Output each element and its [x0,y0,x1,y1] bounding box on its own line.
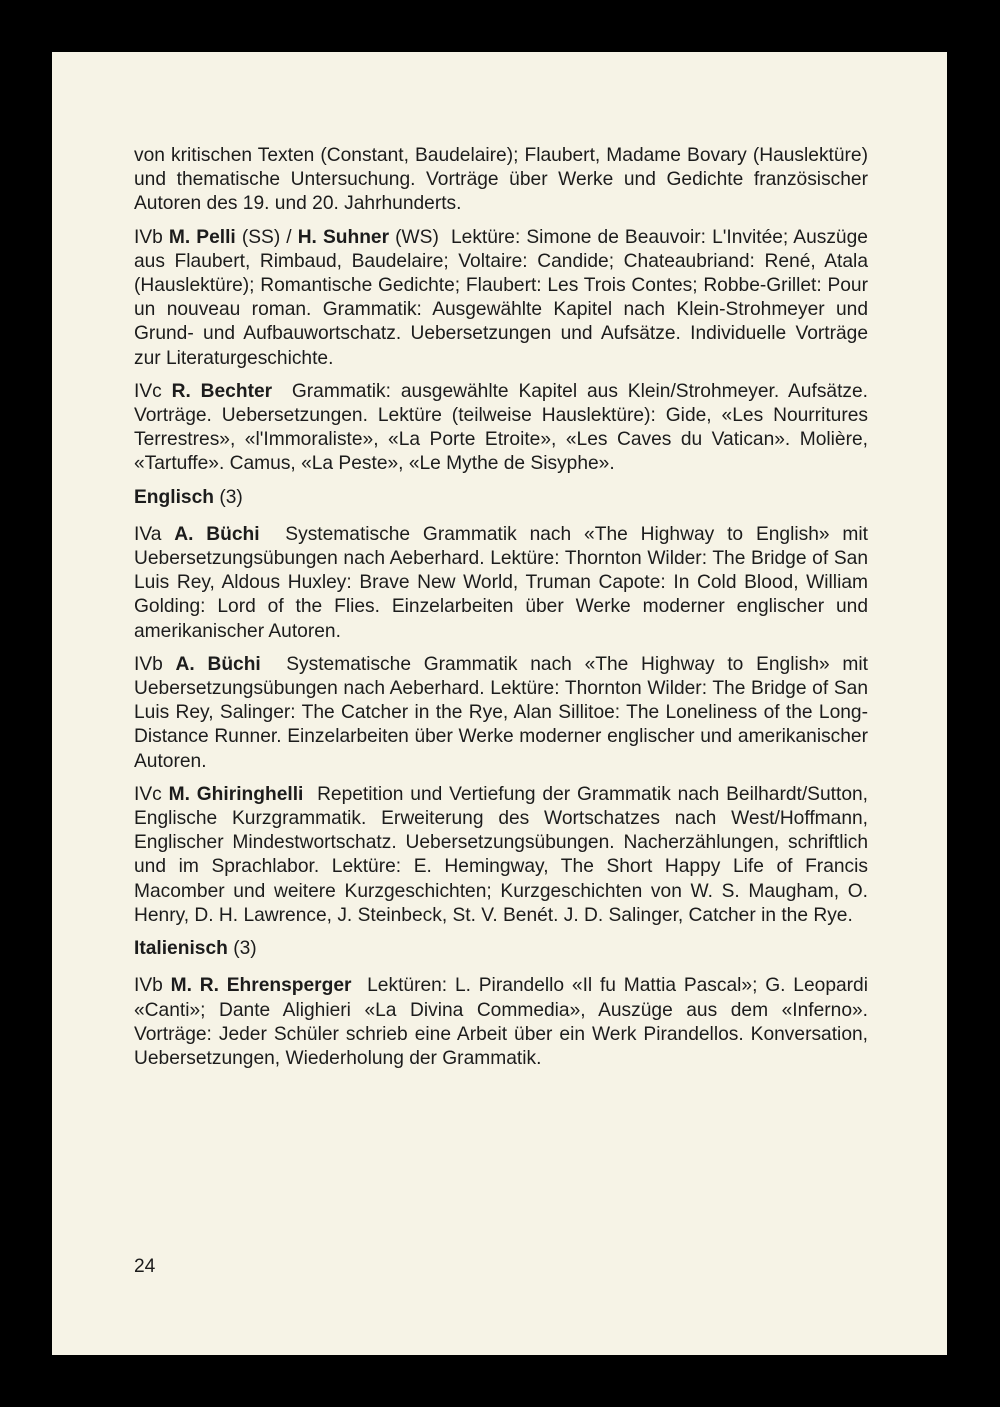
class-label: IVb [134,226,163,248]
semester-label: (SS) [241,226,281,248]
course-description: Grammatik: ausgewählte Kapitel aus Klein/Strohmeyer. Aufsätze. Vorträge. Uebersetzungen. Lektüre (teilweise Hauslektüre): Gide, «Les Nourritures Terrestres», «l'Immoraliste», «La Porte Etroite», «Les Caves du Vatican». Molière, «Tartuffe». Camus, «La Peste», «Le Mythe de Sisyphe». [134,380,869,475]
course-description: Lektüren: L. Pirandello «Il fu Mattia Pascal»; G. Leopardi «Canti»; Dante Alighieri «La Divina Commedia», Auszüge aus dem «Inferno». Vorträge: Jeder Schüler schrieb eine Arbeit über ein Werk Pirandellos. Konversation, Uebersetzungen, Wiederholung der Grammatik. [134,975,868,1069]
teacher-name: A. Büchi [174,523,260,545]
semester-label: (WS) [395,226,439,248]
francais-intro-paragraph [134,144,868,217]
course-description: Systematische Grammatik nach «The Highway to English» mit Uebersetzungsübungen nach Aeberhard. Lektüre: Thornton Wilder: The Bridge of San Luis Rey, Aldous Huxley: Brave New World, Truman Capote: In Cold Blood, William Golding: Lord of the Flies. Einzelarbeiten über Werke moderner englischer und amerikanischer Autoren. [134,523,868,642]
italienisch-heading [134,937,868,961]
teacher-name: M. R. Ehrensperger [170,975,352,997]
subject-hours: (3) [219,486,243,508]
italienisch-ivb-entry [134,974,868,1071]
teacher-name: M. Pelli [168,226,236,248]
course-description: Repetition und Vertiefung der Grammatik nach Beilhardt/Sutton, Englische Kurzgrammatik. Erweiterung des Wortschatzes nach West/Hoffmann, Englischer Mindestwortschatz. Uebersetzungsübungen. Nacherzählungen, schriftlich und im Sprachlabor. Lektüre: E. Hemingway, The Short Happy Life of Francis Macomber und weitere Kurzgeschichten; Kurzgeschichten von W. S. Maugham, O. Henry, D. H. Lawrence, J. Steinbeck, St. V. Benét. J. D. Salinger, Catcher in the Rye. [134,783,868,926]
subject-hours: (3) [233,938,257,960]
page-number: 24 [134,1256,156,1277]
teacher-name: R. Bechter [171,380,273,402]
subject-title: Italienisch [134,938,228,960]
englisch-ivc-entry [134,783,868,928]
teacher-name: M. Ghiringhelli [168,783,304,805]
class-label: IVb [134,975,163,997]
course-description: Lektüre: Simone de Beauvoir: L'Invitée; Auszüge aus Flaubert, Rimbaud, Baudelaire; Voltaire: Candide; Chateaubriand: René, Atala (Hauslektüre); Romantische Gedichte; Flaubert: Les Trois Contes; Robbe-Grillet: Pour un nouveau roman. Grammatik: Ausgewählte Kapitel nach Klein-Strohmeyer und Grund- und Aufbauwortschatz. Uebersetzungen und Aufsätze. Individuelle Vorträge zur Literaturgeschichte. [134,226,868,369]
francais-intro-text: von kritischen Texten (Constant, Baudelaire); Flaubert, Madame Bovary (Hauslektüre) und thematische Untersuchung. Vorträge über Werke und Gedichte französischer Autoren des 19. und 20. Jahrhunderts. [134,145,868,215]
page-content [134,144,868,1080]
class-label: IVc [134,783,162,805]
teacher-name: A. Büchi [175,653,261,675]
francais-ivb-entry [134,226,868,371]
separator: / [286,226,292,248]
class-label: IVa [134,523,162,545]
subject-title: Englisch [134,486,214,508]
englisch-iva-entry [134,523,868,644]
francais-ivc-entry [134,380,868,477]
course-description: Systematische Grammatik nach «The Highway to English» mit Uebersetzungsübungen nach Aeberhard. Lektüre: Thornton Wilder: The Bridge of San Luis Rey, Salinger: The Catcher in the Rye, Alan Sillitoe: The Loneliness of the Long-Distance Runner. Einzelarbeiten über Werke moderner englischer und amerikanischer Autoren. [134,653,868,772]
page-sheet [52,52,947,1355]
class-label: IVb [134,653,163,675]
englisch-ivb-entry [134,653,868,774]
class-label: IVc [134,380,162,402]
englisch-heading [134,486,868,510]
teacher-name: H. Suhner [297,226,390,248]
